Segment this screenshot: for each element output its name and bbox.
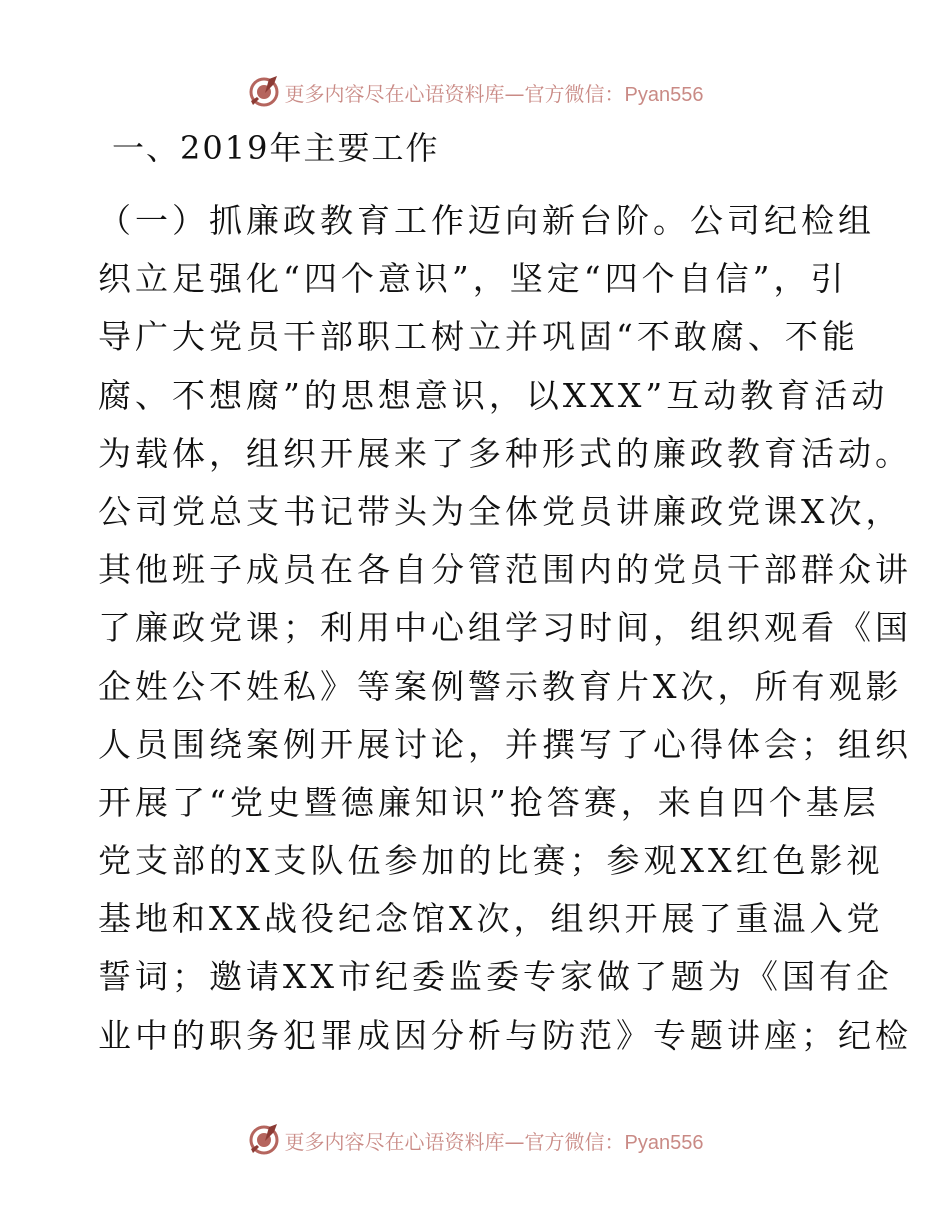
quill-seal-icon — [247, 75, 281, 109]
header-watermark — [0, 72, 950, 112]
footer-watermark — [0, 1120, 950, 1160]
section-heading: 一、2019年主要工作 — [112, 129, 440, 167]
paragraph-line: 织立足强化“四个意识”，坚定“四个自信”，引 — [98, 259, 848, 299]
paragraph-line: （一）抓廉政教育工作迈向新台阶。公司纪检组 — [98, 201, 875, 240]
wechat-id: Pyan556 — [624, 83, 704, 106]
paragraph-line: 腐、不想腐”的思想意识，以XXX”互动教育活动 — [98, 375, 889, 415]
paragraph-line: 党支部的X支队伍参加的比赛；参观XX红色影视 — [98, 841, 884, 881]
paragraph-line: 誓词；邀请XX市纪委监委专家做了题为《国有企 — [98, 957, 893, 997]
paragraph-line: 导广大党员干部职工树立并巩固“不敢腐、不能 — [98, 317, 859, 357]
wechat-id: Pyan556 — [624, 1131, 704, 1154]
paragraph-line: 基地和XX战役纪念馆X次，组织开展了重温入党 — [98, 899, 884, 939]
paragraph-line: 为载体，组织开展来了多种形式的廉政教育活动。 — [98, 433, 912, 473]
quill-seal-icon — [247, 1123, 281, 1157]
paragraph-line: 业中的职务犯罪成因分析与防范》专题讲座；纪检 — [98, 1015, 912, 1055]
paragraph-line: 企姓公不姓私》等案例警示教育片X次，所有观影 — [98, 666, 903, 706]
paragraph-line: 开展了“党史暨德廉知识”抢答赛，来自四个基层 — [98, 782, 880, 822]
body-paragraph — [98, 192, 912, 1065]
watermark-text: 更多内容尽在心语资料库—官方微信：Pyan556 — [284, 81, 704, 106]
watermark-text: 更多内容尽在心语资料库—官方微信：Pyan556 — [284, 1129, 704, 1154]
paragraph-line: 其他班子成员在各自分管范围内的党员干部群众讲 — [98, 550, 912, 590]
paragraph-line: 了廉政党课；利用中心组学习时间，组织观看《国 — [98, 608, 912, 648]
paragraph-line: 公司党总支书记带头为全体党员讲廉政党课X次， — [98, 491, 903, 531]
paragraph-line: 人员围绕案例开展讨论，并撰写了心得体会；组织 — [98, 724, 912, 764]
